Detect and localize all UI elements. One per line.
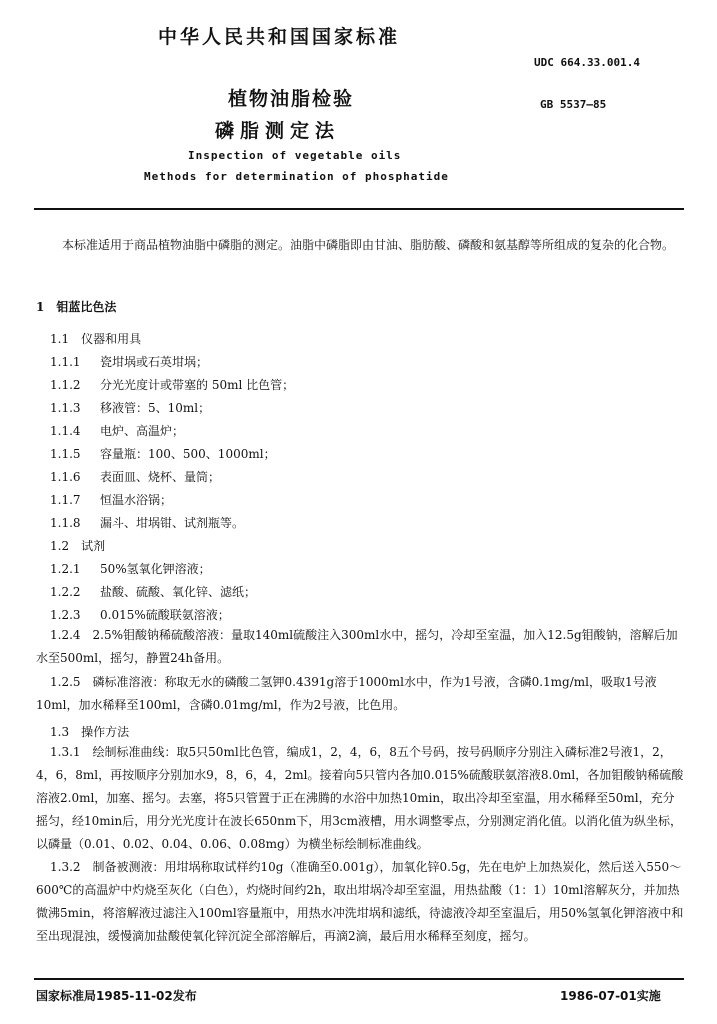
list-item: 1.2.1 50%氢氧化钾溶液； bbox=[50, 562, 211, 576]
paragraph-1-2-5: 1.2.5 磷标准溶液：称取无水的磷酸二氢钾0.4391g溶于1000ml水中，作为1号液，含磷0.1mg/ml，吸取1号液10ml，加水稀释至100ml，含磷0.01mg/ml，作为2号液，比色用。 bbox=[36, 675, 657, 712]
list-item: 1.1.8 漏斗、坩埚钳、试剂瓶等。 bbox=[50, 516, 245, 530]
title-chinese: 植物油脂检验 bbox=[228, 88, 355, 110]
list-item: 1.1.1 瓷坩埚或石英坩埚； bbox=[50, 355, 209, 369]
section-1-1-heading: 1.1 仪器和用具 bbox=[50, 332, 142, 346]
paragraph-1-3-1: 1.3.1 绘制标准曲线：取5只50ml比色管，编成1，2，4，6，8五个号码，按号码顺序分别注入磷标准2号液1，2，4，6，8ml，再按顺序分别加水9，8，6，4，2ml。接着向5只管内各加0.015%硫酸联氨溶液8.0ml，各加钼酸钠稀硫酸溶液2.0ml，加塞、摇匀。去塞，将5只管置于正在沸腾的水浴中加热10min，取出冷却至室温，用水稀释至50ml，充分摇匀，经10min后，用分光光度计在波长650nm下，用3cm液槽，用水调整零点，分别测定消化值。以消化值为纵坐标，以磷量（0.01、0.02、0.04、0.06、0.08mg）为横坐标绘制标准曲线。 bbox=[36, 745, 684, 851]
list-item: 1.1.6 表面皿、烧杯、量筒； bbox=[50, 470, 221, 484]
gb-code: GB 5537—85 bbox=[540, 98, 607, 111]
effective-date: 1986-07-01实施 bbox=[560, 989, 661, 1003]
intro-paragraph: 本标准适用于商品植物油脂中磷脂的测定。油脂中磷脂即由甘油、脂肪酸、磷酸和氨基醇等所组成的复杂的化合物。 bbox=[62, 238, 675, 252]
paragraph-1-2-4: 1.2.4 2.5%钼酸钠稀硫酸溶液：量取140ml硫酸注入300ml水中，摇匀，冷却至室温，加入12.5g钼酸钠，溶解后加水至500ml，摇匀，静置24h备用。 bbox=[36, 628, 678, 665]
section-1-3-heading: 1.3 操作方法 bbox=[50, 725, 130, 739]
udc-code: UDC 664.33.001.4 bbox=[534, 56, 640, 69]
list-item: 1.2.3 0.015%硫酸联氨溶液； bbox=[50, 608, 230, 622]
list-item: 1.1.5 容量瓶：100、500、1000ml； bbox=[50, 447, 276, 461]
subtitle-english: Methods for determination of phosphatide bbox=[144, 170, 449, 183]
standard-header-title: 中华人民共和国国家标准 bbox=[158, 26, 401, 48]
list-item: 1.1.7 恒温水浴锅； bbox=[50, 493, 173, 507]
bottom-divider bbox=[34, 978, 684, 980]
paragraph-1-3-2: 1.3.2 制备被测液：用坩埚称取试样约10g（准确至0.001g），加氧化锌0.5g，先在电炉上加热炭化，然后送入550～600℃的高温炉中灼烧至灰化（白色），灼烧时间约2h，取出坩埚冷却至室温，用热盐酸（1：1）10ml溶解灰分，并加热微沸5min，将溶解液过滤注入100ml容量瓶中，用热水冲洗坩埚和滤纸，待滤液冷却至室温后，用50%氢氧化钾溶液中和至出现混浊，缓慢滴加盐酸使氧化锌沉淀全部溶解后，再滴2滴，最后用水稀释至刻度，摇匀。 bbox=[36, 860, 684, 943]
issue-date: 国家标准局1985-11-02发布 bbox=[36, 989, 197, 1003]
list-item: 1.1.4 电炉、高温炉； bbox=[50, 424, 185, 438]
section-1-heading: 1 钼蓝比色法 bbox=[36, 300, 117, 314]
top-divider bbox=[34, 208, 684, 210]
section-1-2-heading: 1.2 试剂 bbox=[50, 539, 106, 553]
list-item: 1.2.2 盐酸、硫酸、氧化锌、滤纸； bbox=[50, 585, 257, 599]
subtitle-chinese: 磷脂测定法 bbox=[215, 120, 341, 142]
list-item: 1.1.3 移液管：5、10ml； bbox=[50, 401, 211, 415]
list-item: 1.1.2 分光光度计或带塞的 50ml 比色管； bbox=[50, 378, 295, 392]
title-english: Inspection of vegetable oils bbox=[188, 149, 402, 162]
